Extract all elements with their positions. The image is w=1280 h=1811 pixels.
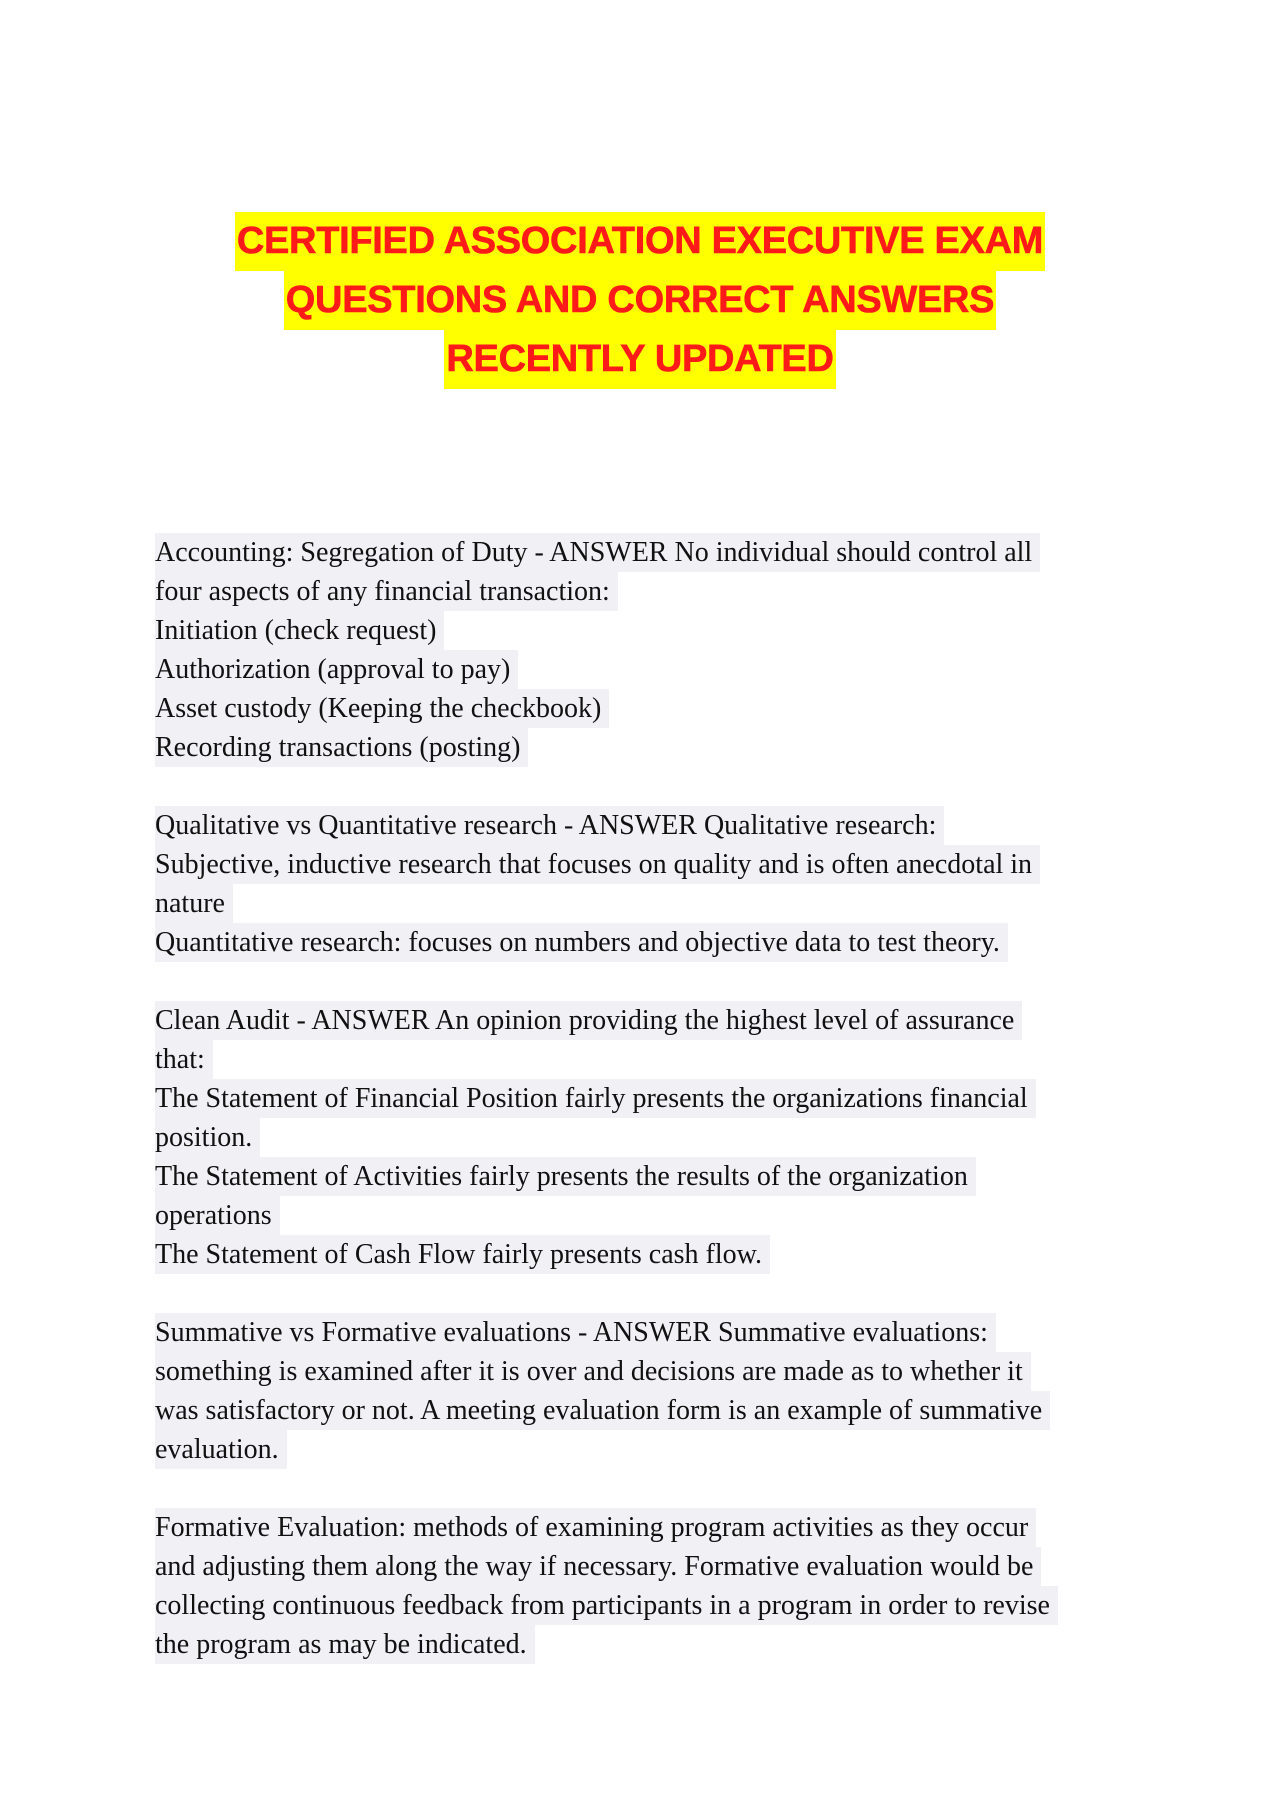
- text-line: Authorization (approval to pay): [155, 650, 518, 689]
- qa-clean-audit: [155, 1001, 1155, 1274]
- text-line: Subjective, inductive research that focuses on quality and is often anecdotal in: [155, 845, 1040, 884]
- title-line-1: CERTIFIED ASSOCIATION EXECUTIVE EXAM: [235, 212, 1045, 271]
- qa-summative-formative: [155, 1313, 1155, 1469]
- text-line: four aspects of any financial transaction:: [155, 572, 618, 611]
- text-line: position.: [155, 1118, 260, 1157]
- qa-qualitative-quantitative: [155, 806, 1155, 962]
- text-line: Accounting: Segregation of Duty - ANSWER No individual should control all: [155, 533, 1040, 572]
- text-line: was satisfactory or not. A meeting evaluation form is an example of summative: [155, 1391, 1050, 1430]
- text-line: and adjusting them along the way if necessary. Formative evaluation would be: [155, 1547, 1041, 1586]
- text-line: The Statement of Activities fairly presents the results of the organization: [155, 1157, 976, 1196]
- qa-accounting-segregation: [155, 533, 1155, 767]
- text-line: that:: [155, 1040, 213, 1079]
- text-line: The Statement of Cash Flow fairly presents cash flow.: [155, 1235, 770, 1274]
- text-line: Summative vs Formative evaluations - ANSWER Summative evaluations:: [155, 1313, 996, 1352]
- text-line: Asset custody (Keeping the checkbook): [155, 689, 609, 728]
- document-body: [155, 533, 1155, 1703]
- text-line: the program as may be indicated.: [155, 1625, 535, 1664]
- title-line-2: QUESTIONS AND CORRECT ANSWERS: [284, 271, 996, 330]
- text-line: nature: [155, 884, 233, 923]
- text-line: operations: [155, 1196, 280, 1235]
- qa-formative-evaluation: [155, 1508, 1155, 1664]
- text-line: collecting continuous feedback from participants in a program in order to revise: [155, 1586, 1058, 1625]
- document-title: [0, 212, 1280, 389]
- text-line: Quantitative research: focuses on numbers and objective data to test theory.: [155, 923, 1008, 962]
- text-line: evaluation.: [155, 1430, 287, 1469]
- text-line: Qualitative vs Quantitative research - ANSWER Qualitative research:: [155, 806, 944, 845]
- text-line: The Statement of Financial Position fairly presents the organizations financial: [155, 1079, 1036, 1118]
- text-line: something is examined after it is over and decisions are made as to whether it: [155, 1352, 1031, 1391]
- text-line: Clean Audit - ANSWER An opinion providing the highest level of assurance: [155, 1001, 1022, 1040]
- text-line: Initiation (check request): [155, 611, 444, 650]
- title-line-3: RECENTLY UPDATED: [444, 330, 835, 389]
- text-line: Recording transactions (posting): [155, 728, 528, 767]
- text-line: Formative Evaluation: methods of examining program activities as they occur: [155, 1508, 1036, 1547]
